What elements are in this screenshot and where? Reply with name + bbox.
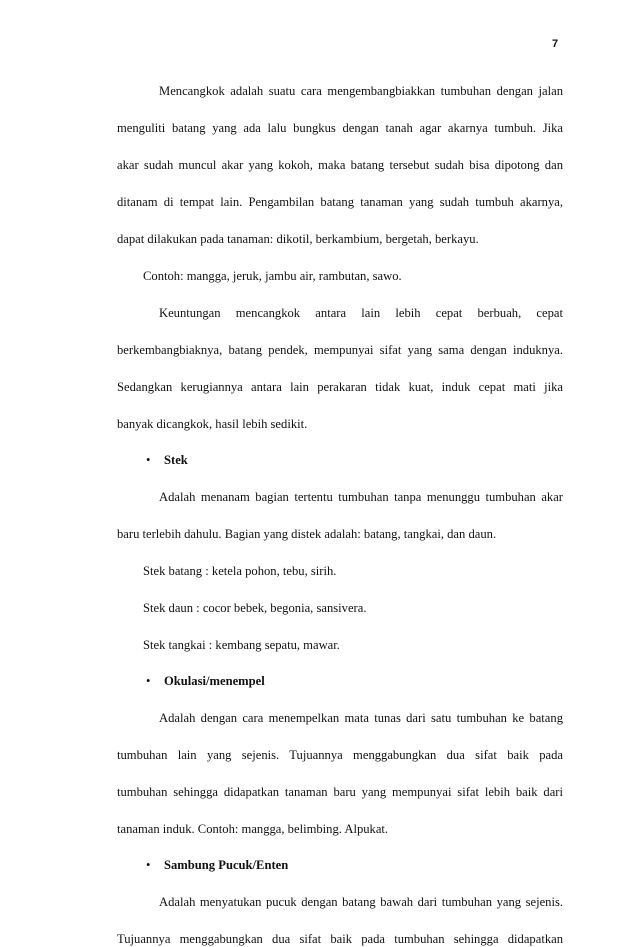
paragraph-line: dapat dilakukan pada tanaman: dikotil, berkambium, bergetah, berkayu.	[117, 232, 479, 246]
paragraph-line: Tujuannya menggabungkan dua sifat baik pada tumbuhan sehingga didapatkan	[117, 932, 563, 946]
paragraph-line: Adalah dengan cara menempelkan mata tunas dari satu tumbuhan ke batang	[159, 711, 563, 725]
paragraph-line: akar sudah muncul akar yang kokoh, maka batang tersebut sudah bisa dipotong dan	[117, 158, 563, 172]
paragraph-line: Keuntungan mencangkok antara lain lebih cepat berbuah, cepat	[159, 306, 563, 320]
bullet-icon: •	[146, 858, 151, 872]
paragraph-line: Contoh: mangga, jeruk, jambu air, rambutan, sawo.	[143, 269, 402, 283]
paragraph-line: Stek daun : cocor bebek, begonia, sansivera.	[143, 601, 367, 615]
bullet-icon: •	[146, 674, 151, 688]
paragraph-line: tumbuhan lain yang sejenis. Tujuannya menggabungkan dua sifat baik pada	[117, 748, 563, 762]
paragraph-line: baru terlebih dahulu. Bagian yang distek adalah: batang, tangkai, dan daun.	[117, 527, 497, 541]
paragraph-line: Stek tangkai : kembang sepatu, mawar.	[143, 638, 340, 652]
paragraph-line: Adalah menyatukan pucuk dengan batang bawah dari tumbuhan yang sejenis.	[159, 895, 563, 909]
heading-label: Okulasi/menempel	[164, 674, 265, 688]
paragraph-line: tanaman induk. Contoh: mangga, belimbing. Alpukat.	[117, 822, 389, 836]
paragraph-line: Sedangkan kerugiannya antara lain perakaran tidak kuat, induk cepat mati jika	[117, 380, 563, 394]
heading-label: Stek	[164, 453, 188, 467]
paragraph-line: banyak dicangkok, hasil lebih sedikit.	[117, 417, 308, 431]
paragraph-line: tumbuhan sehingga didapatkan tanaman baru yang mempunyai sifat lebih baik dari	[117, 785, 563, 799]
paragraph-line: Stek batang : ketela pohon, tebu, sirih.	[143, 564, 337, 578]
bullet-heading-sambung-pucuk	[146, 857, 563, 873]
page-number: 7	[552, 38, 559, 50]
bullet-heading-okulasi	[146, 673, 563, 689]
paragraph-line: Mencangkok adalah suatu cara mengembangbiakkan tumbuhan dengan jalan	[159, 84, 563, 98]
bullet-icon: •	[146, 453, 151, 467]
paragraph-line: Adalah menanam bagian tertentu tumbuhan tanpa menunggu tumbuhan akar	[159, 490, 563, 504]
heading-label: Sambung Pucuk/Enten	[164, 858, 289, 872]
paragraph-line: menguliti batang yang ada lalu bungkus dengan tanah agar akarnya tumbuh. Jika	[117, 121, 563, 135]
bullet-heading-stek	[146, 452, 563, 468]
paragraph-line: ditanam di tempat lain. Pengambilan batang tanaman yang sudah tumbuh akarnya,	[117, 195, 563, 209]
paragraph-line: berkembangbiaknya, batang pendek, mempunyai sifat yang sama dengan induknya.	[117, 343, 563, 357]
